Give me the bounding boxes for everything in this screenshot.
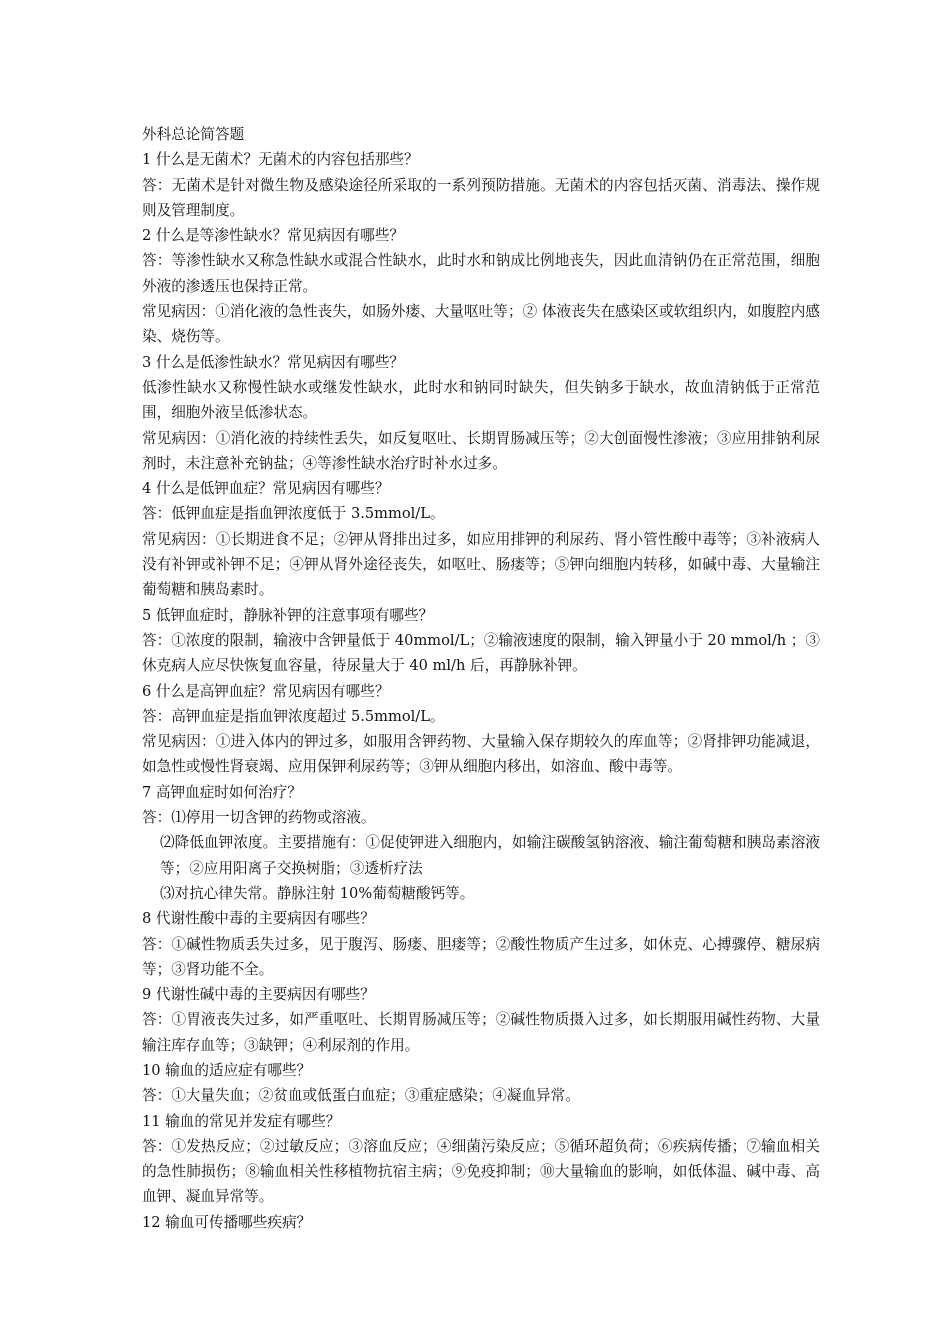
- question-2: 2 什么是等渗性缺水？常见病因有哪些？: [142, 227, 405, 245]
- answer-4: 答：低钾血症是指血钾浓度低于 3.5mmol/L。: [142, 505, 445, 523]
- answer-7-part-3: ⑶对抗心律失常。静脉注射 10%葡萄糖酸钙等。: [160, 884, 475, 902]
- document-title: 外科总论简答题: [142, 126, 245, 143]
- question-11: 11 输血的常见并发症有哪些？: [142, 1112, 341, 1130]
- question-4: 4 什么是低钾血症？常见病因有哪些？: [142, 480, 390, 498]
- question-3: 3 什么是低渗性缺水？常见病因有哪些？: [142, 353, 405, 371]
- causes-2: 常见病因：①消化液的急性丧失，如肠外瘘、大量呕吐等；② 体液丧失在感染区或软组织内，如腹腔内感染、烧伤等。: [142, 303, 820, 346]
- question-9: 9 代谢性碱中毒的主要病因有哪些？: [142, 986, 375, 1004]
- answer-5: 答：①浓度的限制，输液中含钾量低于 40mmol/L；②输液速度的限制，输入钾量小于 20 mmol/h ；③休克病人应尽快恢复血容量，待尿量大于 40 ml/h 后，再静脉补钾。: [142, 631, 820, 675]
- question-7: 7 高钾血症时如何治疗？: [142, 783, 302, 801]
- answer-3: 低渗性缺水又称慢性缺水或继发性缺水，此时水和钠同时缺失，但失钠多于缺水，故血清钠低于正常范围，细胞外液呈低渗状态。: [142, 378, 820, 422]
- question-10: 10 输血的适应症有哪些？: [142, 1061, 312, 1079]
- answer-7-part-2: ⑵降低血钾浓度。主要措施有：①促使钾进入细胞内，如输注碳酸氢钠溶液、输注葡萄糖和胰岛素溶液等；②应用阳离子交换树脂；③透析疗法: [160, 834, 820, 877]
- question-12: 12 输血可传播哪些疾病？: [142, 1213, 312, 1231]
- answer-7-part-1: 答：⑴停用一切含钾的药物或溶液。: [142, 809, 376, 827]
- answer-2: 答：等渗性缺水又称急性缺水或混合性缺水，此时水和钠成比例地丧失，因此血清钠仍在正常范围，细胞外液的渗透压也保持正常。: [142, 252, 820, 295]
- answer-1: 答：无菌术是针对微生物及感染途径所采取的一系列预防措施。无菌术的内容包括灭菌、消毒法、操作规则及管理制度。: [142, 176, 820, 219]
- answer-8: 答：①碱性物质丢失过多，见于腹泻、肠瘘、胆瘘等；②酸性物质产生过多，如休克、心搏骤停、糖尿病等；③肾功能不全。: [142, 935, 820, 978]
- causes-6: 常见病因：①进入体内的钾过多，如服用含钾药物、大量输入保存期较久的库血等；②肾排钾功能减退，如急性或慢性肾衰竭、应用保钾利尿药等；③钾从细胞内移出，如溶血、酸中毒等。: [142, 733, 820, 776]
- answer-9: 答：①胃液丧失过多，如严重呕吐、长期胃肠减压等；②碱性物质摄入过多，如长期服用碱性药物、大量输注库存血等；③缺钾；④利尿剂的作用。: [142, 1011, 820, 1054]
- causes-4: 常见病因：①长期进食不足；②钾从肾排出过多，如应用排钾的利尿药、肾小管性酸中毒等；③补液病人没有补钾或补钾不足；④钾从肾外途径丧失，如呕吐、肠瘘等；⑤钾向细胞内转移，如碱中毒、大量输注葡萄糖和胰岛素时。: [142, 530, 820, 599]
- question-5: 5 低钾血症时，静脉补钾的注意事项有哪些？: [142, 606, 434, 624]
- answer-11: 答：①发热反应；②过敏反应；③溶血反应；④细菌污染反应；⑤循环超负荷；⑥疾病传播；⑦输血相关的急性肺损伤；⑧输血相关性移植物抗宿主病；⑨免疫抑制；⑩大量输血的影响，如低体温、碱中毒、高血钾、凝血异常等。: [142, 1137, 820, 1206]
- causes-3: 常见病因：①消化液的持续性丢失，如反复呕吐、长期胃肠减压等；②大创面慢性渗液；③应用排钠利尿剂时，未注意补充钠盐；④等渗性缺水治疗时补水过多。: [142, 429, 820, 472]
- question-8: 8 代谢性酸中毒的主要病因有哪些？: [142, 910, 375, 928]
- answer-10: 答：①大量失血；②贫血或低蛋白血症；③重症感染；④凝血异常。: [142, 1087, 580, 1105]
- question-1: 1 什么是无菌术？无菌术的内容包括那些？: [142, 151, 419, 169]
- question-6: 6 什么是高钾血症？常见病因有哪些？: [142, 682, 390, 700]
- document-page: [142, 122, 820, 1235]
- answer-6: 答：高钾血症是指血钾浓度超过 5.5mmol/L。: [142, 707, 445, 725]
